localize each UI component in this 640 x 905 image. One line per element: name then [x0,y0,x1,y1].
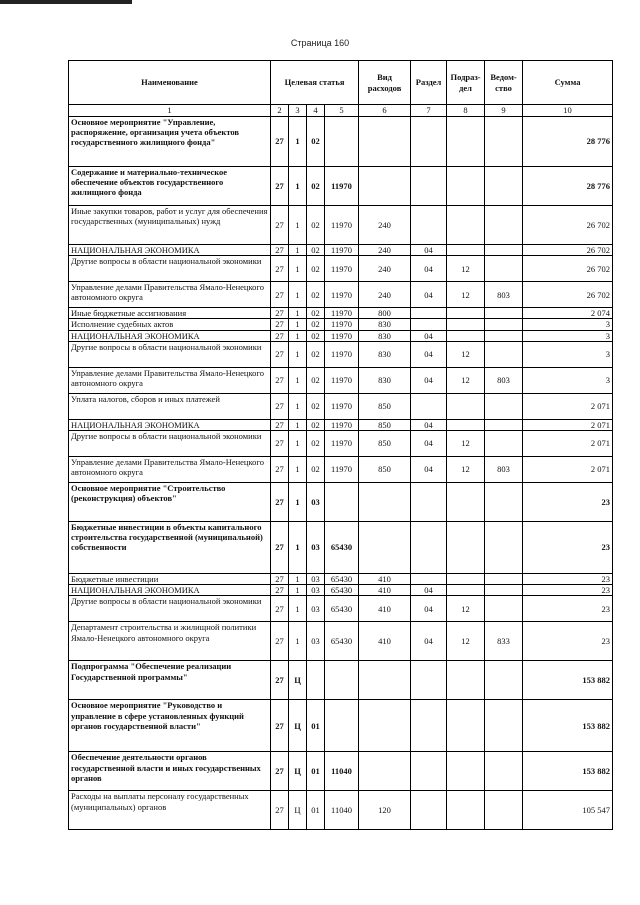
target-code-3-cell: 02 [307,393,325,419]
header-section: Раздел [411,61,447,105]
target-code-2-cell: 1 [289,456,307,482]
target-code-2-cell: 1 [289,419,307,430]
amount-cell: 26 702 [523,256,613,282]
target-code-2-cell: 1 [289,206,307,245]
target-code-3-cell: 01 [307,791,325,830]
row-name-cell: Управление делами Правительства Ямало-Ненецкого автономного округа [69,367,271,393]
department-cell: 803 [485,282,523,308]
section-cell [411,167,447,206]
column-numbers-row [69,105,613,117]
header-target-article: Целевая статья [271,61,359,105]
subsection-cell: 12 [447,256,485,282]
subsection-cell [447,330,485,341]
amount-cell: 23 [523,596,613,622]
expense-type-cell: 830 [359,330,411,341]
page-number: Страница 160 [290,38,350,48]
table-row [69,622,613,661]
target-code-2-cell: 1 [289,596,307,622]
row-name-cell: Другие вопросы в области национальной экономики [69,430,271,456]
expense-type-cell [359,117,411,167]
expense-type-cell: 410 [359,585,411,596]
section-cell: 04 [411,367,447,393]
target-code-3-cell [307,661,325,700]
amount-cell: 153 882 [523,700,613,752]
department-cell [485,521,523,573]
department-cell [485,341,523,367]
target-code-3-cell: 03 [307,622,325,661]
column-number: 7 [411,105,447,117]
row-name-cell: НАЦИОНАЛЬНАЯ ЭКОНОМИКА [69,419,271,430]
expense-type-cell: 830 [359,367,411,393]
amount-cell: 23 [523,622,613,661]
target-code-3-cell: 03 [307,521,325,573]
table-row [69,167,613,206]
target-code-2-cell: 1 [289,319,307,330]
subsection-cell: 12 [447,282,485,308]
table-row [69,419,613,430]
subsection-cell: 12 [447,341,485,367]
table-row [69,341,613,367]
table-row [69,700,613,752]
expense-type-cell [359,482,411,521]
target-code-1-cell: 27 [271,117,289,167]
expense-type-cell: 410 [359,596,411,622]
row-name-cell: Департамент строительства и жилищной политики Ямало-Ненецкого автономного округа [69,622,271,661]
department-cell [485,585,523,596]
target-code-3-cell: 02 [307,167,325,206]
target-code-1-cell: 27 [271,393,289,419]
column-number: 1 [69,105,271,117]
expense-type-cell [359,521,411,573]
subsection-cell [447,661,485,700]
amount-cell: 2 071 [523,456,613,482]
section-cell [411,206,447,245]
subsection-cell: 12 [447,367,485,393]
target-code-1-cell: 27 [271,521,289,573]
expense-type-cell: 240 [359,206,411,245]
target-code-2-cell: Ц [289,791,307,830]
target-code-4-cell: 11970 [325,456,359,482]
row-name-cell: Иные бюджетные ассигнования [69,308,271,319]
target-code-1-cell: 27 [271,791,289,830]
section-cell: 04 [411,456,447,482]
target-code-3-cell: 02 [307,419,325,430]
row-name-cell: Подпрограмма "Обеспечение реализации Государственной программы" [69,661,271,700]
section-cell: 04 [411,245,447,256]
amount-cell: 2 071 [523,393,613,419]
table-row [69,430,613,456]
amount-cell: 28 776 [523,167,613,206]
header-department: Ведом-ство [485,61,523,105]
target-code-4-cell: 11970 [325,319,359,330]
target-code-2-cell: 1 [289,573,307,584]
table-row [69,308,613,319]
target-code-2-cell: Ц [289,661,307,700]
target-code-3-cell: 02 [307,456,325,482]
subsection-cell [447,117,485,167]
subsection-cell [447,393,485,419]
department-cell [485,752,523,791]
amount-cell: 26 702 [523,206,613,245]
target-code-1-cell: 27 [271,206,289,245]
expense-type-cell: 240 [359,245,411,256]
expense-type-cell: 850 [359,456,411,482]
section-cell: 04 [411,622,447,661]
target-code-3-cell: 02 [307,308,325,319]
target-code-2-cell: Ц [289,700,307,752]
expense-type-cell [359,661,411,700]
section-cell [411,482,447,521]
expense-type-cell: 410 [359,573,411,584]
subsection-cell: 12 [447,456,485,482]
subsection-cell [447,245,485,256]
row-name-cell: Иные закупки товаров, работ и услуг для обеспечения государственных (муниципальных) нужд [69,206,271,245]
section-cell: 04 [411,419,447,430]
table-row [69,319,613,330]
row-name-cell: Другие вопросы в области национальной экономики [69,596,271,622]
subsection-cell [447,419,485,430]
subsection-cell: 12 [447,622,485,661]
subsection-cell: 12 [447,430,485,456]
target-code-1-cell: 27 [271,585,289,596]
table-row [69,256,613,282]
subsection-cell [447,319,485,330]
target-code-1-cell: 27 [271,367,289,393]
amount-cell: 3 [523,330,613,341]
target-code-3-cell: 01 [307,752,325,791]
table-row [69,573,613,584]
subsection-cell: 12 [447,596,485,622]
expense-type-cell: 830 [359,341,411,367]
target-code-1-cell: 27 [271,573,289,584]
target-code-4-cell: 11970 [325,282,359,308]
expense-type-cell: 830 [359,319,411,330]
department-cell: 803 [485,367,523,393]
row-name-cell: Управление делами Правительства Ямало-Ненецкого автономного округа [69,282,271,308]
subsection-cell [447,206,485,245]
amount-cell: 153 882 [523,661,613,700]
amount-cell: 2 071 [523,419,613,430]
subsection-cell [447,308,485,319]
target-code-3-cell: 02 [307,245,325,256]
section-cell [411,393,447,419]
target-code-3-cell: 03 [307,482,325,521]
section-cell [411,521,447,573]
table-row [69,456,613,482]
row-name-cell: Бюджетные инвестиции в объекты капитального строительства государственной (муниципальной) собственности [69,521,271,573]
expense-type-cell: 240 [359,282,411,308]
section-cell: 04 [411,330,447,341]
target-code-3-cell: 03 [307,573,325,584]
table-row [69,752,613,791]
target-code-4-cell [325,661,359,700]
expense-type-cell: 410 [359,622,411,661]
subsection-cell [447,700,485,752]
target-code-1-cell: 27 [271,282,289,308]
column-number: 4 [307,105,325,117]
row-name-cell: Основное мероприятие "Руководство и управление в сфере установленных функций органов государственной власти" [69,700,271,752]
column-number: 9 [485,105,523,117]
amount-cell: 2 074 [523,308,613,319]
section-cell: 04 [411,585,447,596]
target-code-2-cell: 1 [289,245,307,256]
target-code-2-cell: 1 [289,521,307,573]
target-code-2-cell: 1 [289,430,307,456]
target-code-1-cell: 27 [271,596,289,622]
table-body [69,117,613,830]
amount-cell: 26 702 [523,282,613,308]
target-code-4-cell: 11970 [325,245,359,256]
target-code-3-cell: 03 [307,585,325,596]
row-name-cell: НАЦИОНАЛЬНАЯ ЭКОНОМИКА [69,245,271,256]
section-cell [411,661,447,700]
target-code-3-cell: 02 [307,430,325,456]
column-number: 5 [325,105,359,117]
header-expense-type: Вид расходов [359,61,411,105]
subsection-cell [447,573,485,584]
table-row [69,661,613,700]
budget-table [68,60,613,830]
department-cell [485,791,523,830]
row-name-cell: Другие вопросы в области национальной экономики [69,341,271,367]
table-row [69,206,613,245]
target-code-4-cell: 65430 [325,573,359,584]
row-name-cell: Другие вопросы в области национальной экономики [69,256,271,282]
target-code-1-cell: 27 [271,245,289,256]
subsection-cell [447,752,485,791]
target-code-4-cell: 11970 [325,419,359,430]
section-cell [411,700,447,752]
section-cell [411,308,447,319]
amount-cell: 3 [523,367,613,393]
target-code-3-cell: 02 [307,367,325,393]
target-code-4-cell: 11970 [325,308,359,319]
target-code-1-cell: 27 [271,456,289,482]
target-code-1-cell: 27 [271,661,289,700]
amount-cell: 23 [523,585,613,596]
target-code-4-cell: 65430 [325,521,359,573]
table-row [69,367,613,393]
subsection-cell [447,482,485,521]
department-cell [485,661,523,700]
subsection-cell [447,585,485,596]
row-name-cell: Основное мероприятие "Управление, распоряжение, организация учета объектов государственного жилищного фонда" [69,117,271,167]
target-code-3-cell: 02 [307,341,325,367]
target-code-2-cell: 1 [289,341,307,367]
department-cell [485,245,523,256]
target-code-4-cell: 11970 [325,167,359,206]
expense-type-cell [359,700,411,752]
target-code-2-cell: 1 [289,308,307,319]
target-code-4-cell: 65430 [325,622,359,661]
subsection-cell [447,521,485,573]
target-code-1-cell: 27 [271,256,289,282]
target-code-3-cell: 01 [307,700,325,752]
section-cell [411,117,447,167]
target-code-4-cell: 11040 [325,791,359,830]
subsection-cell [447,791,485,830]
target-code-3-cell: 02 [307,319,325,330]
target-code-1-cell: 27 [271,167,289,206]
amount-cell: 23 [523,482,613,521]
target-code-2-cell: 1 [289,282,307,308]
amount-cell: 26 702 [523,245,613,256]
target-code-1-cell: 27 [271,308,289,319]
table-row [69,791,613,830]
column-number: 2 [271,105,289,117]
row-name-cell: Управление делами Правительства Ямало-Ненецкого автономного округа [69,456,271,482]
section-cell: 04 [411,430,447,456]
amount-cell: 28 776 [523,117,613,167]
department-cell [485,430,523,456]
header-name: Наименование [69,61,271,105]
column-number: 3 [289,105,307,117]
target-code-1-cell: 27 [271,622,289,661]
department-cell [485,206,523,245]
target-code-3-cell: 02 [307,256,325,282]
target-code-4-cell: 11970 [325,206,359,245]
amount-cell: 23 [523,573,613,584]
column-number: 8 [447,105,485,117]
row-name-cell: Основное мероприятие "Строительство (реконструкция) объектов" [69,482,271,521]
department-cell [485,419,523,430]
row-name-cell: НАЦИОНАЛЬНАЯ ЭКОНОМИКА [69,330,271,341]
target-code-2-cell: 1 [289,393,307,419]
table-row [69,585,613,596]
target-code-4-cell: 11970 [325,256,359,282]
expense-type-cell [359,167,411,206]
expense-type-cell: 850 [359,419,411,430]
target-code-3-cell: 03 [307,596,325,622]
section-cell [411,319,447,330]
target-code-3-cell: 02 [307,117,325,167]
target-code-4-cell: 11970 [325,367,359,393]
department-cell [485,167,523,206]
section-cell [411,791,447,830]
target-code-2-cell: Ц [289,752,307,791]
table-row [69,596,613,622]
target-code-4-cell [325,482,359,521]
expense-type-cell [359,752,411,791]
header-amount: Сумма [523,61,613,105]
table-row [69,282,613,308]
column-number: 6 [359,105,411,117]
section-cell [411,573,447,584]
target-code-1-cell: 27 [271,419,289,430]
target-code-2-cell: 1 [289,585,307,596]
target-code-2-cell: 1 [289,330,307,341]
target-code-1-cell: 27 [271,341,289,367]
department-cell [485,596,523,622]
department-cell [485,117,523,167]
section-cell: 04 [411,256,447,282]
header-subsection: Подраз-дел [447,61,485,105]
department-cell [485,256,523,282]
amount-cell: 153 882 [523,752,613,791]
department-cell [485,319,523,330]
target-code-3-cell: 02 [307,282,325,308]
table-row [69,521,613,573]
section-cell [411,752,447,791]
expense-type-cell: 800 [359,308,411,319]
target-code-4-cell [325,117,359,167]
section-cell: 04 [411,341,447,367]
target-code-4-cell: 11040 [325,752,359,791]
row-name-cell: Расходы на выплаты персоналу государственных (муниципальных) органов [69,791,271,830]
row-name-cell: Исполнение судебных актов [69,319,271,330]
target-code-4-cell: 65430 [325,585,359,596]
table-header-row [69,61,613,105]
department-cell [485,330,523,341]
column-number: 10 [523,105,613,117]
target-code-2-cell: 1 [289,167,307,206]
table-row [69,393,613,419]
target-code-3-cell: 02 [307,206,325,245]
target-code-1-cell: 27 [271,482,289,521]
row-name-cell: Содержание и материально-техническое обеспечение объектов государственного жилищного фонда [69,167,271,206]
expense-type-cell: 240 [359,256,411,282]
amount-cell: 2 071 [523,430,613,456]
target-code-1-cell: 27 [271,700,289,752]
top-edge-bar [0,0,132,4]
target-code-2-cell: 1 [289,622,307,661]
target-code-4-cell: 11970 [325,393,359,419]
target-code-4-cell: 11970 [325,330,359,341]
target-code-2-cell: 1 [289,482,307,521]
amount-cell: 3 [523,319,613,330]
row-name-cell: Уплата налогов, сборов и иных платежей [69,393,271,419]
department-cell: 833 [485,622,523,661]
target-code-2-cell: 1 [289,117,307,167]
target-code-1-cell: 27 [271,752,289,791]
expense-type-cell: 850 [359,430,411,456]
target-code-1-cell: 27 [271,319,289,330]
table-row [69,482,613,521]
target-code-2-cell: 1 [289,256,307,282]
target-code-4-cell [325,700,359,752]
table-row [69,245,613,256]
department-cell: 803 [485,456,523,482]
department-cell [485,308,523,319]
target-code-4-cell: 65430 [325,596,359,622]
table-row [69,117,613,167]
department-cell [485,700,523,752]
section-cell: 04 [411,596,447,622]
expense-type-cell: 850 [359,393,411,419]
amount-cell: 23 [523,521,613,573]
target-code-1-cell: 27 [271,430,289,456]
row-name-cell: Обеспечение деятельности органов государственной власти и иных государственных органов [69,752,271,791]
department-cell [485,573,523,584]
subsection-cell [447,167,485,206]
department-cell [485,393,523,419]
row-name-cell: НАЦИОНАЛЬНАЯ ЭКОНОМИКА [69,585,271,596]
target-code-2-cell: 1 [289,367,307,393]
target-code-1-cell: 27 [271,330,289,341]
department-cell [485,482,523,521]
amount-cell: 105 547 [523,791,613,830]
target-code-4-cell: 11970 [325,341,359,367]
target-code-4-cell: 11970 [325,430,359,456]
expense-type-cell: 120 [359,791,411,830]
section-cell: 04 [411,282,447,308]
target-code-3-cell: 02 [307,330,325,341]
table-row [69,330,613,341]
amount-cell: 3 [523,341,613,367]
row-name-cell: Бюджетные инвестиции [69,573,271,584]
